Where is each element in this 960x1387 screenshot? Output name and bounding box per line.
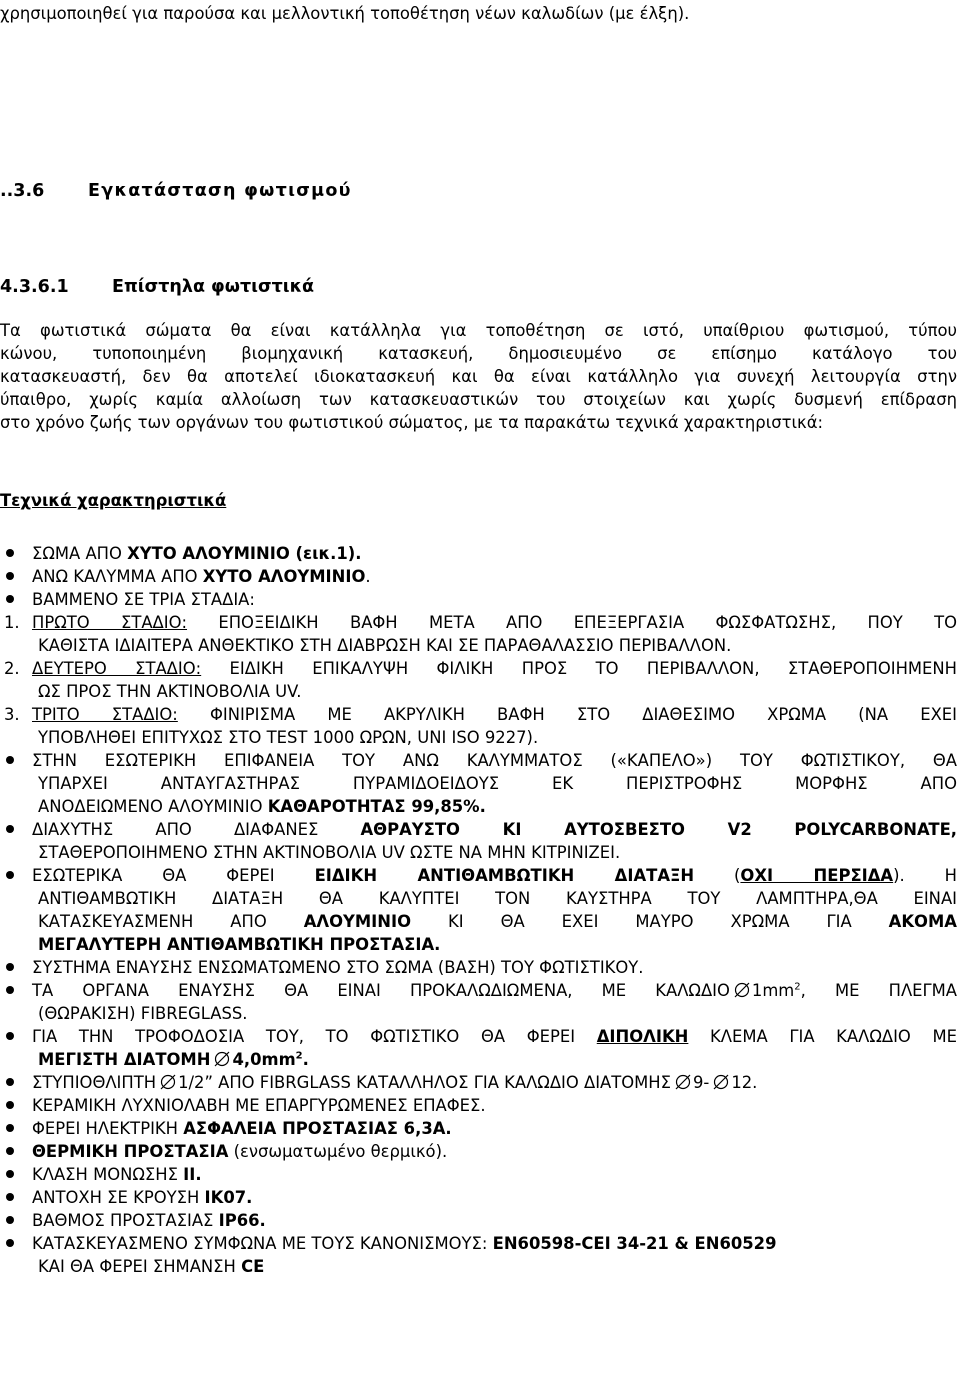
section-title: Εγκατάσταση φωτισμού <box>88 181 352 201</box>
paragraph-line: κώνου, τυποποιημένη βιομηχανική κατασκευή, δημοσιευμένο σε επίσημο κατάλογο του <box>0 344 957 363</box>
section-number: ..3.6 <box>0 181 45 201</box>
bullet-icon <box>6 1147 14 1155</box>
bullet-icon <box>6 986 14 994</box>
bullet-icon <box>6 595 14 603</box>
bullet-icon <box>6 1078 14 1086</box>
list-item-line: ΣΤΑΘΕΡΟΠΟΙΗΜΕΝΟ ΣΤΗΝ ΑΚΤΙΝΟΒΟΛΙΑ UV ΩΣΤΕ ΝΑ ΜΗΝ ΚΙΤΡΙΝΙΖΕΙ. <box>38 843 621 862</box>
list-item: ΒΑΜΜΕΝΟ ΣΕ ΤΡΙΑ ΣΤΑΔΙΑ: <box>32 590 255 609</box>
bullet-icon <box>6 756 14 764</box>
stage-number: 2. <box>4 659 20 678</box>
diameter-icon <box>214 1051 230 1067</box>
list-item-line: (ΘΩΡΑΚΙΣΗ) FIBREGLASS. <box>38 1004 248 1023</box>
list-item: ΣΤΥΠΙΟΘΛΙΠΤΗ 1/2” ΑΠΟ FIBRGLASS ΚΑΤΑΛΛΗΛΟΣ ΓΙΑ ΚΑΛΩΔΙΟ ΔΙΑΤΟΜΗΣ 9- 12. <box>32 1073 758 1092</box>
list-item: ΒΑΘΜΟΣ ΠΡΟΣΤΑΣΙΑΣ IP66. <box>32 1211 266 1230</box>
stage-line: ΚΑΘΙΣΤΑ ΙΔΙΑΙΤΕΡΑ ΑΝΘΕΚΤΙΚΟ ΣΤΗ ΔΙΑΒΡΩΣΗ ΚΑΙ ΣΕ ΠΑΡΑΘΑΛΑΣΣΙΟ ΠΕΡΙΒΑΛΛΟΝ. <box>38 636 732 655</box>
list-item: ΚΛΑΣΗ ΜΟΝΩΣΗΣ ΙΙ. <box>32 1165 202 1184</box>
stage-number: 3. <box>4 705 20 724</box>
list-item: ΑΝΤΟΧΗ ΣΕ ΚΡΟΥΣΗ ΙΚ07. <box>32 1188 253 1207</box>
list-item: ΑΝΩ ΚΑΛΥΜΜΑ ΑΠΟ ΧΥΤΟ ΑΛΟΥΜΙΝΙΟ. <box>32 567 371 586</box>
list-item-line: ΑΝΟΔΕΙΩΜΕΝΟ ΑΛΟΥΜΙΝΙΟ ΚΑΘΑΡΟΤΗΤΑΣ 99,85%. <box>38 797 486 816</box>
bullet-icon <box>6 963 14 971</box>
list-item-line: ΚΑΤΑΣΚΕΥΑΣΜΕΝΗ ΑΠΟ ΑΛΟΥΜΙΝΙΟ ΚΙ ΘΑ ΕΧΕΙ ΜΑΥΡΟ ΧΡΩΜΑ ΓΙΑ ΑΚΟΜΑ <box>38 912 957 931</box>
subsection-number: 4.3.6.1 <box>0 277 69 297</box>
bullet-icon <box>6 1193 14 1201</box>
bullet-icon <box>6 1216 14 1224</box>
list-item: ΓΙΑ ΤΗΝ ΤΡΟΦΟΔΟΣΙΑ ΤΟΥ, ΤΟ ΦΩΤΙΣΤΙΚΟ ΘΑ ΦΕΡΕΙ ΔΙΠΟΛΙΚΗ ΚΛΕΜΑ ΓΙΑ ΚΑΛΩΔΙΟ ΜΕ <box>32 1027 957 1046</box>
bullet-icon <box>6 871 14 879</box>
list-item: ΤΑ ΟΡΓΑΝΑ ΕΝΑΥΣΗΣ ΘΑ ΕΙΝΑΙ ΠΡΟΚΑΛΩΔΙΩΜΕΝΑ, ΜΕ ΚΑΛΩΔΙΟ $1mm^2$, ΜΕ ΠΛΕΓΜΑ <box>32 981 957 1000</box>
bullet-icon <box>6 572 14 580</box>
bullet-icon <box>6 1170 14 1178</box>
list-item-line: ΑΝΤΙΘΑΜΒΩΤΙΚΗ ΔΙΑΤΑΞΗ ΘΑ ΚΑΛΥΠΤΕΙ ΤΟΝ ΚΑΥΣΤΗΡΑ ΤΟΥ ΛΑΜΠΤΗΡΑ,ΘΑ ΕΙΝΑΙ <box>38 889 957 908</box>
list-item: ΚΕΡΑΜΙΚΗ ΛΥΧΝΙΟΛΑΒΗ ΜΕ ΕΠΑΡΓΥΡΩΜΕΝΕΣ ΕΠΑΦΕΣ. <box>32 1096 486 1115</box>
list-item: ΣΥΣΤΗΜΑ ΕΝΑΥΣΗΣ ΕΝΣΩΜΑΤΩΜΕΝΟ ΣΤΟ ΣΩΜΑ (ΒΑΣΗ) ΤΟΥ ΦΩΤΙΣΤΙΚΟΥ. <box>32 958 644 977</box>
stage-number: 1. <box>4 613 20 632</box>
bullet-icon <box>6 825 14 833</box>
diameter-icon <box>713 1074 729 1090</box>
bullet-icon <box>6 1032 14 1040</box>
list-item: ΘΕΡΜΙΚΗ ΠΡΟΣΤΑΣΙΑ (ενσωματωμένο θερμικό). <box>32 1142 448 1161</box>
bullet-icon <box>6 549 14 557</box>
list-item: ΕΣΩΤΕΡΙΚΑ ΘΑ ΦΕΡΕΙ ΕΙΔΙΚΗ ΑΝΤΙΘΑΜΒΩΤΙΚΗ ΔΙΑΤΑΞΗ (ΟΧΙ ΠΕΡΣΙΔΑ). Η <box>32 866 957 885</box>
paragraph-line: Τα φωτιστικά σώματα θα είναι κατάλληλα για τοποθέτηση σε ιστό, υπαίθριου φωτισμού, τύπου <box>0 321 957 340</box>
stage-line: ΤΡΙΤΟ ΣΤΑΔΙΟ: ΦΙΝΙΡΙΣΜΑ ΜΕ ΑΚΡΥΛΙΚΗ ΒΑΦΗ ΣΤΟ ΔΙΑΘΕΣΙΜΟ ΧΡΩΜΑ (ΝΑ ΕΧΕΙ <box>32 705 957 724</box>
diameter-icon <box>734 982 750 998</box>
list-item: ΦΕΡΕΙ ΗΛΕΚΤΡΙΚΗ ΑΣΦΑΛΕΙΑ ΠΡΟΣΤΑΣΙΑΣ 6,3Α. <box>32 1119 452 1138</box>
stage-line: ΩΣ ΠΡΟΣ ΤΗΝ ΑΚΤΙΝΟΒΟΛΙΑ UV. <box>38 682 302 701</box>
list-item-line: ΥΠΑΡΧΕΙ ΑΝΤΑΥΓΑΣΤΗΡΑΣ ΠΥΡΑΜΙΔΟΕΙΔΟΥΣ ΕΚ ΠΕΡΙΣΤΡΟΦΗΣ ΜΟΡΦΗΣ ΑΠΟ <box>38 774 957 793</box>
bullet-icon <box>6 1124 14 1132</box>
paragraph-line: ύπαιθρο, χωρίς καμία αλλοίωση των κατασκευαστικών του στοιχείων και χωρίς δυσμενή επίδραση <box>0 390 957 409</box>
subsection-title: Επίστηλα φωτιστικά <box>112 277 315 297</box>
paragraph-line: στο χρόνο ζωής των οργάνων του φωτιστικού σώματος, με τα παρακάτω τεχνικά χαρακτηριστικά: <box>0 413 824 432</box>
intro-line: χρησιμοποιηθεί για παρούσα και μελλοντική τοποθέτηση νέων καλωδίων (με έλξη). <box>0 4 690 23</box>
stage-line: ΥΠΟΒΛΗΘΕΙ ΕΠΙΤΥΧΩΣ ΣΤΟ TEST 1000 ΩΡΩΝ, UNI ISO 9227). <box>38 728 539 747</box>
diameter-icon <box>675 1074 691 1090</box>
tech-heading: Τεχνικά χαρακτηριστικά <box>0 491 227 510</box>
bullet-icon <box>6 1101 14 1109</box>
stage-line: ΔΕΥΤΕΡΟ ΣΤΑΔΙΟ: ΕΙΔΙΚΗ ΕΠΙΚΑΛΥΨΗ ΦΙΛΙΚΗ ΠΡΟΣ ΤΟ ΠΕΡΙΒΑΛΛΟΝ, ΣΤΑΘΕΡΟΠΟΙΗΜΕΝΗ <box>32 659 957 678</box>
diameter-icon <box>160 1074 176 1090</box>
list-item: ΣΤΗΝ ΕΣΩΤΕΡΙΚΗ ΕΠΙΦΑΝΕΙΑ ΤΟΥ ΑΝΩ ΚΑΛΥΜΜΑΤΟΣ («ΚΑΠΕΛΟ») ΤΟΥ ΦΩΤΙΣΤΙΚΟΥ, ΘΑ <box>32 751 957 770</box>
paragraph-line: κατασκευαστή, δεν θα αποτελεί ιδιοκατασκευή και θα είναι κατάλληλο για συνεχή λειτουργία στην <box>0 367 957 386</box>
list-item-line: ΜΕΓΙΣΤΗ ΔΙΑΤΟΜΗ $4,0mm^2$. <box>38 1050 309 1069</box>
list-item-line: ΚΑΙ ΘΑ ΦΕΡΕΙ ΣΗΜΑΝΣΗ CE <box>38 1257 265 1276</box>
list-item: ΣΩΜΑ ΑΠΟ ΧΥΤΟ ΑΛΟΥΜΙΝΙΟ (εικ.1). <box>32 544 362 563</box>
stage-line: ΠΡΩΤΟ ΣΤΑΔΙΟ: ΕΠΟΞΕΙΔΙΚΗ ΒΑΦΗ ΜΕΤΑ ΑΠΟ ΕΠΕΞΕΡΓΑΣΙΑ ΦΩΣΦΑΤΩΣΗΣ, ΠΟΥ ΤΟ <box>32 613 957 632</box>
bullet-icon <box>6 1239 14 1247</box>
list-item: ΚΑΤΑΣΚΕΥΑΣΜΕΝΟ ΣΥΜΦΩΝΑ ΜΕ ΤΟΥΣ ΚΑΝΟΝΙΣΜΟΥΣ: EN60598-CEI 34-21 & EN60529 <box>32 1234 777 1253</box>
list-item: ΔΙΑΧΥΤΗΣ ΑΠΟ ΔΙΑΦΑΝΕΣ ΑΘΡΑΥΣΤΟ ΚΙ ΑΥΤΟΣΒΕΣΤΟ V2 POLYCARBONATE, <box>32 820 957 839</box>
list-item-line: ΜΕΓΑΛΥΤΕΡΗ ΑΝΤΙΘΑΜΒΩΤΙΚΗ ΠΡΟΣΤΑΣΙΑ. <box>38 935 441 954</box>
